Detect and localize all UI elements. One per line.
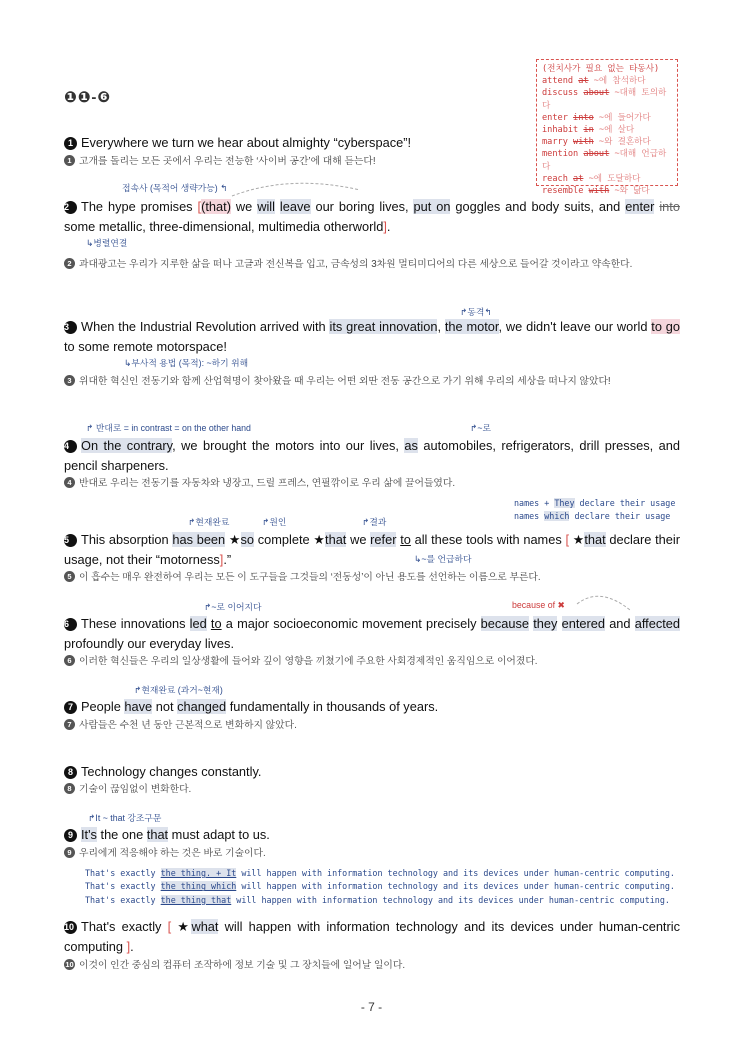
- number-badge: 5: [64, 534, 77, 547]
- sentence-3-ko: [64, 373, 680, 390]
- box-item: marry with ~와 결혼하다: [542, 137, 651, 148]
- box-item: resemble with ~와 닮다: [542, 186, 650, 197]
- translation-text: 위대한 혁신인 전동기와 함께 산업혁명이 찾아왔을 때 우리는 어떤 외딴 전동 공간으로 가기 위해 우리의 세상을 떠나지 않았다!: [79, 376, 611, 387]
- section-title: ❶❶-❻: [64, 89, 112, 106]
- arc-annotation: [575, 592, 635, 612]
- sentence-8-ko: [64, 781, 680, 798]
- number-badge: 3: [64, 375, 75, 386]
- number-badge: 4: [64, 440, 77, 453]
- sentence-4-ko: [64, 475, 680, 492]
- box-item: discuss about ~대해 토의하다: [542, 88, 667, 111]
- annotation-appositive: ↱동격↰: [460, 307, 492, 317]
- sentence-8-en: [64, 762, 680, 782]
- annotation-conjunction: 접속사 (목적어 생략가능) ↰: [122, 183, 228, 193]
- sentence-9-en: 9 It's the one that must adapt to us.: [64, 825, 680, 845]
- number-badge: 3: [64, 321, 77, 334]
- number-badge: 9: [64, 847, 75, 858]
- box-item: attend at ~에 참석하다: [542, 76, 646, 87]
- sentence-text: Technology changes constantly.: [81, 764, 262, 779]
- box-header: (전치사가 필요 없는 타동사): [542, 64, 660, 74]
- number-badge: 6: [64, 655, 75, 666]
- annotation-refer-to: ↳~를 언급하다: [414, 554, 472, 564]
- number-badge: 1: [64, 155, 75, 166]
- box-item: reach at ~에 도달하다: [542, 173, 641, 184]
- annotation-cleft: ↱It ~ that 강조구문: [88, 813, 162, 823]
- sentence-6-en: 6 These innovations led to a major socioeconomic movement precisely because they entered and affected profoundly our everyday lives.: [64, 616, 681, 651]
- number-badge: 2: [64, 258, 75, 269]
- sentence-2-en: 2 The hype promises [(that) we will leave our boring lives, put on goggles and body suits, and enter into some metallic, three-dimensional, multimedia otherworld].: [64, 199, 680, 234]
- sentence-6-ko: [64, 653, 680, 670]
- sentence-7-en: 7 People have not changed fundamentally in thousands of years.: [64, 697, 680, 717]
- sentence-4-en: 4 On the contrary, we brought the motors into our lives, as automobiles, refrigerators, drill presses, and pencil sharpeners.: [64, 438, 680, 473]
- annotation-because-of: because of ✖: [512, 600, 565, 610]
- box-item: inhabit in ~에 살다: [542, 125, 635, 136]
- annotation-present-perfect: ↱현재완료 (과거~현재): [134, 685, 223, 695]
- translation-text: 이것이 인간 중심의 컴퓨터 조작하에 정보 기술 및 그 장치들에 일어날 일이다.: [79, 960, 406, 971]
- annotation-parallel: ↳병렬연결: [86, 238, 128, 248]
- relative-clause-note: names + They declare their usage names which declare their usage: [514, 498, 676, 522]
- sentence-5-ko: [64, 569, 680, 586]
- number-badge: 5: [64, 571, 75, 582]
- paraphrase-line: That's exactly the thing that will happen with information technology and its devices under human-centric computing.: [85, 894, 670, 905]
- sentence-7-ko: [64, 717, 680, 734]
- paraphrase-line: That's exactly the thing. + It will happen with information technology and its devices under human-centric computing.: [85, 868, 675, 878]
- box-item: mention about ~대해 언급하다: [542, 149, 667, 172]
- translation-text: 우리에게 적응해야 하는 것은 바로 기술이다.: [79, 848, 266, 859]
- number-badge: 8: [64, 783, 75, 794]
- translation-text: 과대광고는 우리가 지루한 삶을 떠나 고글과 전신복을 입고, 금속성의 3차원 멀티미디어의 다른 세상으로 들어갈 것이라고 약속한다.: [79, 259, 633, 270]
- annotation-infinitive: ↳부사적 용법 (목적): ~하기 위해: [124, 358, 249, 368]
- page-number: - 7 -: [360, 1000, 383, 1014]
- number-badge: 4: [64, 477, 75, 488]
- paraphrase-line: That's exactly the thing which will happen with information technology and its devices under human-centric computing.: [85, 881, 675, 892]
- annotation-result: ↱결과: [362, 517, 387, 527]
- annotation-present-perfect: ↱현재완료: [188, 517, 230, 527]
- number-badge: 7: [64, 719, 75, 730]
- sentence-text: Everywhere we turn we hear about almighty “cyberspace”!: [81, 135, 412, 150]
- sentence-10-ko: [64, 957, 680, 974]
- number-badge: 8: [64, 766, 77, 779]
- sentence-3-en: 3 When the Industrial Revolution arrived with its great innovation, the motor, we didn't leave our world to go to some remote motorspace!: [64, 319, 681, 354]
- number-badge: 10: [64, 921, 77, 934]
- omitted-that: (that): [201, 199, 231, 214]
- translation-text: 고개를 돌리는 모든 곳에서 우리는 전능한 ‘사이버 공간’에 대해 듣는다!: [79, 156, 376, 167]
- number-badge: 10: [65, 960, 74, 969]
- annotation-cause: ↱원인: [262, 517, 287, 527]
- translation-text: 기술이 끊임없이 변화한다.: [79, 784, 192, 795]
- sentence-10-en: 10 That's exactly [ ★what will happen with information technology and its devices under human-centric computing ].: [64, 919, 680, 954]
- number-badge: 9: [64, 829, 77, 842]
- annotation-contrary: ↱ 반대로 = in contrast = on the other hand: [86, 423, 251, 433]
- translation-text: 반대로 우리는 전동기를 자동차와 냉장고, 드릴 프레스, 연필깎이로 우리 삶에 끌어들였다.: [79, 478, 456, 489]
- number-badge: 1: [64, 137, 77, 150]
- sentence-1-en: [64, 133, 680, 153]
- annotation-lead-to: ↱~로 이어지다: [204, 602, 262, 612]
- arc-annotation: [230, 178, 370, 198]
- sentence-9-ko: [64, 845, 680, 862]
- sentence-1-ko: [64, 153, 680, 170]
- translation-text: 이 흡수는 매우 완전하여 우리는 모든 이 도구들을 그것들의 ‘전동성’이 아닌 용도를 선언하는 이름으로 부른다.: [79, 572, 541, 583]
- number-badge: 7: [64, 701, 77, 714]
- number-badge: 6: [64, 618, 77, 631]
- paraphrase-list: [85, 867, 675, 907]
- box-item: enter into ~에 들어가다: [542, 112, 651, 123]
- sentence-5-en: 5 This absorption has been ★so complete ★that we refer to all these tools with names [ ★that declare their usage, not their “motorness].”: [64, 532, 681, 567]
- number-badge: 2: [64, 201, 77, 214]
- translation-text: 이러한 혁신들은 우리의 일상생활에 들어와 깊이 영향을 끼쳤기에 주요한 사회경제적인 움직임으로 이어졌다.: [79, 656, 538, 667]
- translation-text: 사람들은 수천 년 동안 근본적으로 변화하지 않았다.: [79, 720, 297, 731]
- sentence-2-ko: [64, 256, 680, 273]
- annotation-as: ↱~로: [470, 423, 492, 433]
